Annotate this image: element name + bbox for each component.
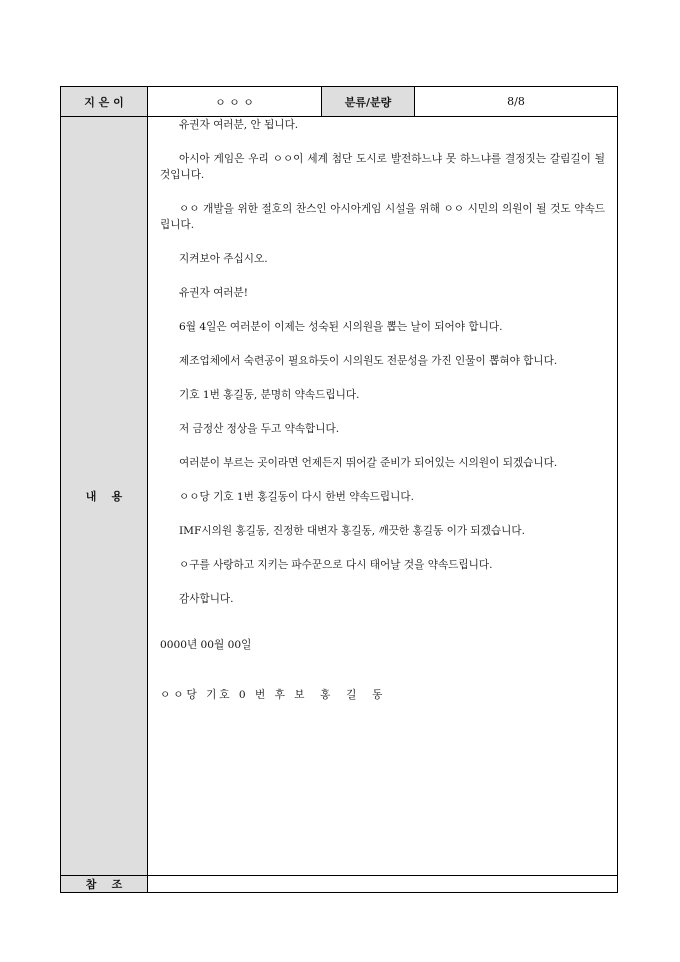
paragraph-3: ㅇㅇ 개발을 위한 절호의 찬스인 아시아게임 시설을 위해 ㅇㅇ 시민의 의원이 될 것도 약속드립니다. — [160, 203, 605, 231]
author-label: 지 은 이 — [61, 87, 148, 117]
content-row — [61, 117, 618, 876]
speech-text — [148, 117, 617, 703]
paragraph-12: IMF시의원 홍길동, 진정한 대변자 홍길동, 깨끗한 홍길동 이가 되겠습니다. — [179, 525, 525, 537]
paragraph-4: 지켜보아 주십시오. — [179, 253, 268, 265]
paragraph-14: 감사합니다. — [179, 593, 234, 605]
reference-label: 참 조 — [61, 876, 148, 893]
content-label: 내 용 — [61, 117, 148, 876]
paragraph-11: ㅇㅇ당 기호 1번 홍길동이 다시 한번 약속드립니다. — [179, 491, 414, 503]
content-cell — [148, 117, 618, 876]
paragraph-9: 저 금정산 정상을 두고 약속합니다. — [179, 423, 340, 435]
paragraph-1: 유권자 여러분, 안 됩니다. — [179, 119, 299, 131]
reference-row — [61, 876, 618, 893]
paragraph-2: 아시아 게임은 우리 ㅇㅇ이 세계 첨단 도시로 발전하느냐 못 하느냐를 결정짓는 갈림길이 될 것입니다. — [160, 153, 605, 181]
document-table — [60, 86, 618, 893]
date-line: 0000년 00월 00일 — [160, 639, 252, 651]
reference-value — [148, 876, 618, 893]
paragraph-8: 기호 1번 홍길동, 분명히 약속드립니다. — [179, 389, 360, 401]
header-row — [61, 87, 618, 117]
category-value: 8/8 — [415, 87, 618, 117]
paragraph-5: 유권자 여러분! — [179, 287, 249, 299]
signature-line: ㅇㅇ당 기호 0 번 후 보 홍 길 동 — [160, 689, 386, 701]
paragraph-10: 여러분이 부르는 곳이라면 언제든지 뛰어갈 준비가 되어있는 시의원이 되겠습니다. — [179, 457, 558, 469]
paragraph-7: 제조업체에서 숙련공이 필요하듯이 시의원도 전문성을 가진 인물이 뽑혀야 합니다. — [179, 355, 558, 367]
paragraph-13: ㅇ구를 사랑하고 지키는 파수꾼으로 다시 태어날 것을 약속드립니다. — [179, 559, 493, 571]
author-value: ㅇ ㅇ ㅇ — [148, 87, 322, 117]
category-label: 분류/분량 — [322, 87, 415, 117]
paragraph-6: 6월 4일은 여러분이 이제는 성숙된 시의원을 뽑는 날이 되어야 합니다. — [179, 321, 503, 333]
